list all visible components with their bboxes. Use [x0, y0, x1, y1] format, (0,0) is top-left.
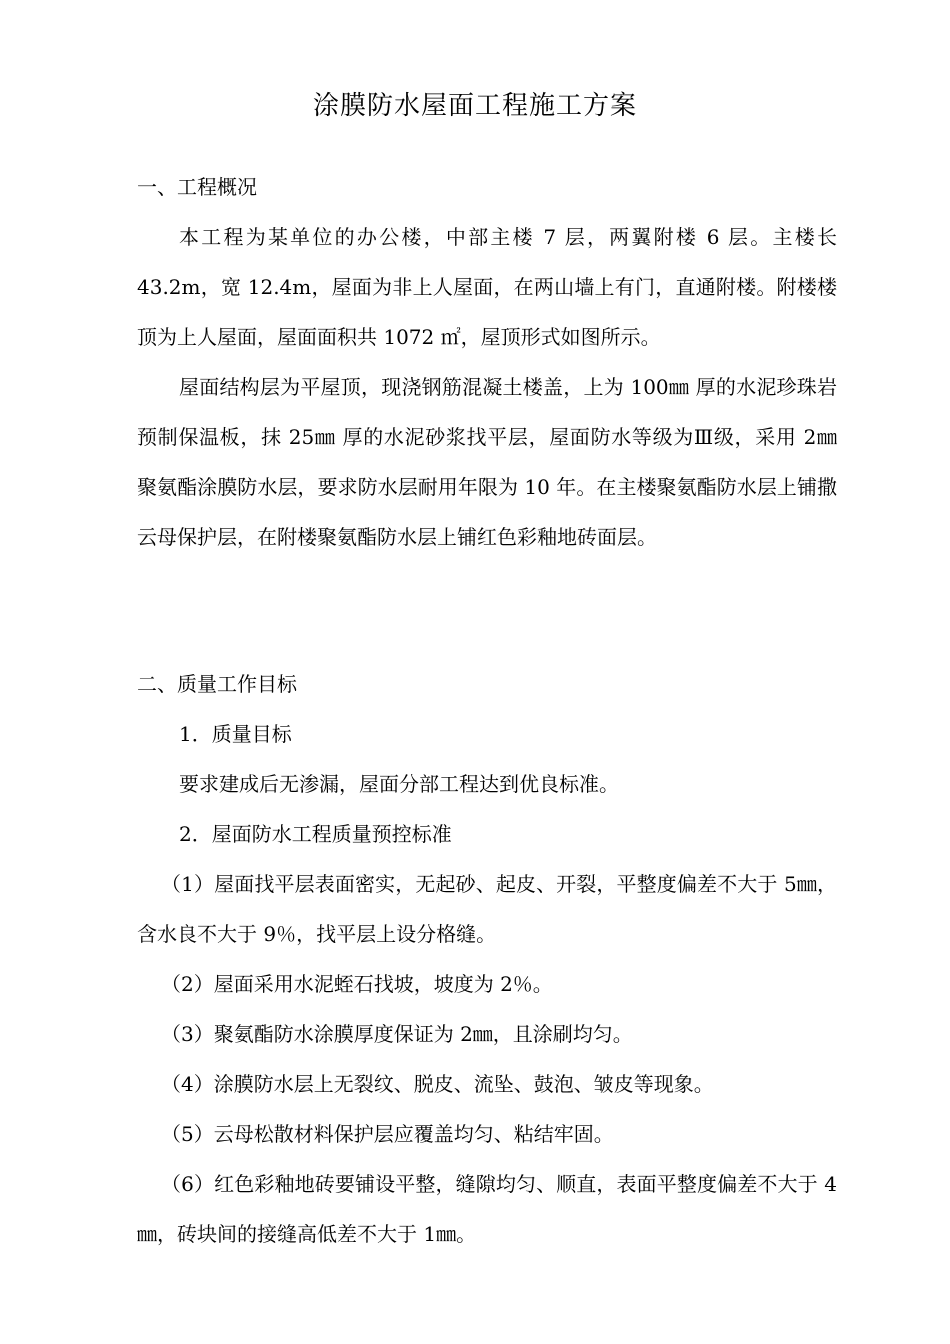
standard-item-3: （3）聚氨酯防水涂膜厚度保证为 2㎜，且涂刷均匀。 — [161, 1022, 633, 1046]
section-1-paragraph-2: 屋面结构层为平屋顶，现浇钢筋混凝土楼盖，上为 100㎜ 厚的水泥珍珠岩预制保温板，抹 25㎜ 厚的水泥砂浆找平层，屋面防水等级为Ⅲ级，采用 2㎜ 聚氨酯涂膜防水层，要求防水层耐用年限为 10 年。在主楼聚氨酯防水层上铺撒云母保护层，在附楼聚氨酯防水层上铺红色彩釉地砖面层。 — [137, 375, 837, 549]
section-2-heading: 二、质量工作目标 — [137, 672, 297, 696]
standard-item-2: （2）屋面采用水泥蛭石找坡，坡度为 2％。 — [161, 972, 553, 996]
standard-item-4: （4）涂膜防水层上无裂纹、脱皮、流坠、鼓泡、皱皮等现象。 — [161, 1072, 714, 1096]
section-1-heading: 一、工程概况 — [137, 175, 257, 199]
standard-item-1: （1）屋面找平层表面密实，无起砂、起皮、开裂，平整度偏差不大于 5㎜，含水良不大于 9％，找平层上设分格缝。 — [137, 872, 837, 946]
section-2 — [137, 659, 837, 1259]
standard-item-5: （5）云母松散材料保护层应覆盖均匀、粘结牢固。 — [161, 1122, 614, 1146]
subsection-2-heading: 2．屋面防水工程质量预控标准 — [179, 822, 452, 846]
section-1 — [137, 162, 837, 562]
standard-item-6: （6）红色彩釉地砖要铺设平整，缝隙均匀、顺直，表面平整度偏差不大于 4㎜，砖块间的接缝高低差不大于 1㎜。 — [137, 1172, 837, 1246]
page-title: 涂膜防水屋面工程施工方案 — [312, 91, 637, 121]
section-1-paragraph-1: 本工程为某单位的办公楼，中部主楼 7 层，两翼附楼 6 层。主楼长 43.2m，宽 12.4m，屋面为非上人屋面，在两山墙上有门，直通附楼。附楼楼顶为上人屋面，屋面面积共 1072 ㎡，屋顶形式如图所示。 — [137, 225, 837, 349]
subsection-1-heading: 1．质量目标 — [179, 722, 292, 746]
subsection-1-text: 要求建成后无渗漏，屋面分部工程达到优良标准。 — [179, 772, 619, 796]
